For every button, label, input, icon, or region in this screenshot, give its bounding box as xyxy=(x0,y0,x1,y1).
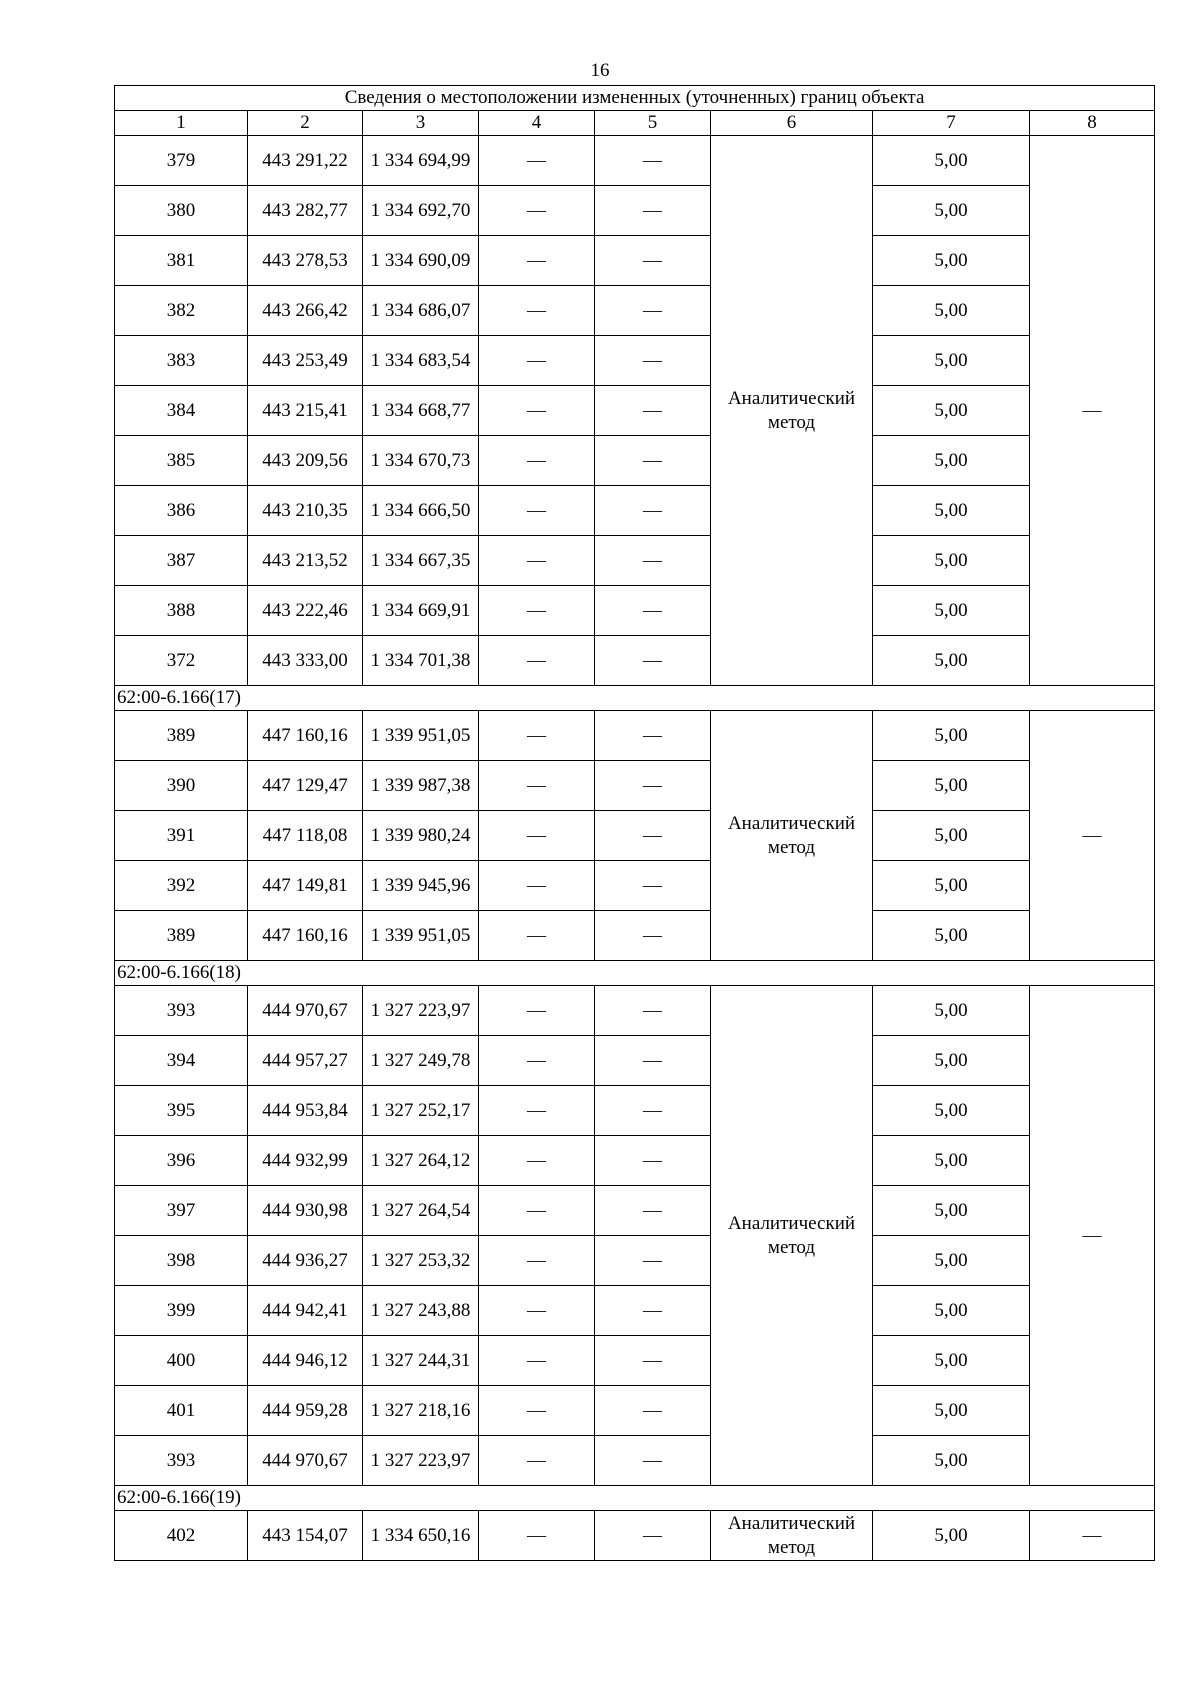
point-number-cell: 380 xyxy=(115,186,248,236)
column-5-cell: — xyxy=(595,436,711,486)
table-row xyxy=(115,1336,1155,1386)
coordinate-x-cell: 443 209,56 xyxy=(248,436,363,486)
accuracy-cell: 5,00 xyxy=(873,861,1030,911)
column-4-cell: — xyxy=(479,911,595,961)
column-5-cell: — xyxy=(595,1186,711,1236)
section-label: 62:00-6.166(17) xyxy=(115,686,1155,711)
column-5-cell: — xyxy=(595,1386,711,1436)
point-number-cell: 379 xyxy=(115,136,248,186)
column-4-cell: — xyxy=(479,1386,595,1436)
section-label: 62:00-6.166(19) xyxy=(115,1486,1155,1511)
method-cell: Аналитический метод xyxy=(711,986,873,1486)
column-5-cell: — xyxy=(595,336,711,386)
column-5-cell: — xyxy=(595,236,711,286)
point-number-cell: 384 xyxy=(115,386,248,436)
column-header: 2 xyxy=(248,111,363,136)
column-5-cell: — xyxy=(595,1036,711,1086)
coordinate-y-cell: 1 334 666,50 xyxy=(363,486,479,536)
point-number-cell: 387 xyxy=(115,536,248,586)
point-number-cell: 389 xyxy=(115,911,248,961)
point-number-cell: 401 xyxy=(115,1386,248,1436)
coordinate-y-cell: 1 334 686,07 xyxy=(363,286,479,336)
table-row xyxy=(115,586,1155,636)
column-4-cell: — xyxy=(479,986,595,1036)
coordinate-y-cell: 1 339 951,05 xyxy=(363,911,479,961)
coordinate-x-cell: 443 253,49 xyxy=(248,336,363,386)
coordinate-x-cell: 443 333,00 xyxy=(248,636,363,686)
coordinate-x-cell: 444 959,28 xyxy=(248,1386,363,1436)
column-4-cell: — xyxy=(479,1336,595,1386)
column-5-cell: — xyxy=(595,386,711,436)
column-4-cell: — xyxy=(479,386,595,436)
accuracy-cell: 5,00 xyxy=(873,636,1030,686)
point-number-cell: 390 xyxy=(115,761,248,811)
column-5-cell: — xyxy=(595,586,711,636)
column-header: 5 xyxy=(595,111,711,136)
column-5-cell: — xyxy=(595,861,711,911)
page-number: 16 xyxy=(590,60,610,81)
accuracy-cell: 5,00 xyxy=(873,1086,1030,1136)
column-4-cell: — xyxy=(479,486,595,536)
coordinate-y-cell: 1 327 252,17 xyxy=(363,1086,479,1136)
coordinate-x-cell: 443 222,46 xyxy=(248,586,363,636)
column-4-cell: — xyxy=(479,586,595,636)
coordinate-x-cell: 443 215,41 xyxy=(248,386,363,436)
coordinate-x-cell: 447 149,81 xyxy=(248,861,363,911)
coordinate-y-cell: 1 327 253,32 xyxy=(363,1236,479,1286)
table-row xyxy=(115,1136,1155,1186)
point-number-cell: 400 xyxy=(115,1336,248,1386)
boundary-coordinates-table xyxy=(114,85,1155,1561)
coordinate-x-cell: 443 210,35 xyxy=(248,486,363,536)
coordinate-x-cell: 443 266,42 xyxy=(248,286,363,336)
table-row xyxy=(115,1236,1155,1286)
section-label: 62:00-6.166(18) xyxy=(115,961,1155,986)
column-4-cell: — xyxy=(479,136,595,186)
column-4-cell: — xyxy=(479,636,595,686)
coordinate-y-cell: 1 339 987,38 xyxy=(363,761,479,811)
column-header: 8 xyxy=(1030,111,1155,136)
table-title: Сведения о местоположении измененных (уточненных) границ объекта xyxy=(115,86,1155,111)
column-4-cell: — xyxy=(479,761,595,811)
point-number-cell: 399 xyxy=(115,1286,248,1336)
table-body xyxy=(115,86,1155,1561)
table-row xyxy=(115,1286,1155,1336)
table-row xyxy=(115,811,1155,861)
table-row xyxy=(115,1436,1155,1486)
table-row xyxy=(115,386,1155,436)
column-header: 1 xyxy=(115,111,248,136)
table-row xyxy=(115,486,1155,536)
column-header: 6 xyxy=(711,111,873,136)
column-5-cell: — xyxy=(595,811,711,861)
table-row xyxy=(115,861,1155,911)
section-row xyxy=(115,961,1155,986)
column-4-cell: — xyxy=(479,1511,595,1561)
coordinate-x-cell: 447 129,47 xyxy=(248,761,363,811)
coordinate-y-cell: 1 334 667,35 xyxy=(363,536,479,586)
column-8-cell: — xyxy=(1030,1511,1155,1561)
column-4-cell: — xyxy=(479,1286,595,1336)
table-row xyxy=(115,911,1155,961)
column-4-cell: — xyxy=(479,1136,595,1186)
column-8-cell: — xyxy=(1030,136,1155,686)
table-title-row xyxy=(115,86,1155,111)
method-cell: Аналитический метод xyxy=(711,711,873,961)
point-number-cell: 397 xyxy=(115,1186,248,1236)
accuracy-cell: 5,00 xyxy=(873,911,1030,961)
coordinate-y-cell: 1 339 945,96 xyxy=(363,861,479,911)
column-5-cell: — xyxy=(595,711,711,761)
accuracy-cell: 5,00 xyxy=(873,536,1030,586)
point-number-cell: 385 xyxy=(115,436,248,486)
coordinate-x-cell: 443 154,07 xyxy=(248,1511,363,1561)
accuracy-cell: 5,00 xyxy=(873,1436,1030,1486)
section-row xyxy=(115,686,1155,711)
table-row xyxy=(115,761,1155,811)
column-5-cell: — xyxy=(595,1436,711,1486)
column-5-cell: — xyxy=(595,1136,711,1186)
column-header: 3 xyxy=(363,111,479,136)
accuracy-cell: 5,00 xyxy=(873,436,1030,486)
accuracy-cell: 5,00 xyxy=(873,286,1030,336)
column-5-cell: — xyxy=(595,636,711,686)
point-number-cell: 383 xyxy=(115,336,248,386)
coordinate-x-cell: 447 118,08 xyxy=(248,811,363,861)
column-5-cell: — xyxy=(595,136,711,186)
coordinate-y-cell: 1 327 223,97 xyxy=(363,986,479,1036)
method-cell: Аналитический метод xyxy=(711,136,873,686)
coordinate-y-cell: 1 334 668,77 xyxy=(363,386,479,436)
table-row xyxy=(115,1511,1155,1561)
coordinate-y-cell: 1 327 243,88 xyxy=(363,1286,479,1336)
accuracy-cell: 5,00 xyxy=(873,1511,1030,1561)
coordinate-y-cell: 1 327 264,12 xyxy=(363,1136,479,1186)
coordinate-y-cell: 1 334 669,91 xyxy=(363,586,479,636)
accuracy-cell: 5,00 xyxy=(873,1186,1030,1236)
coordinate-y-cell: 1 334 690,09 xyxy=(363,236,479,286)
coordinate-y-cell: 1 339 951,05 xyxy=(363,711,479,761)
column-4-cell: — xyxy=(479,336,595,386)
column-header-row xyxy=(115,111,1155,136)
column-5-cell: — xyxy=(595,1086,711,1136)
point-number-cell: 395 xyxy=(115,1086,248,1136)
column-5-cell: — xyxy=(595,536,711,586)
accuracy-cell: 5,00 xyxy=(873,186,1030,236)
point-number-cell: 398 xyxy=(115,1236,248,1286)
method-cell: Аналитический метод xyxy=(711,1511,873,1561)
point-number-cell: 381 xyxy=(115,236,248,286)
column-header: 7 xyxy=(873,111,1030,136)
coordinate-x-cell: 444 946,12 xyxy=(248,1336,363,1386)
column-4-cell: — xyxy=(479,1186,595,1236)
coordinate-y-cell: 1 334 694,99 xyxy=(363,136,479,186)
point-number-cell: 402 xyxy=(115,1511,248,1561)
table-row xyxy=(115,536,1155,586)
accuracy-cell: 5,00 xyxy=(873,711,1030,761)
accuracy-cell: 5,00 xyxy=(873,136,1030,186)
accuracy-cell: 5,00 xyxy=(873,1336,1030,1386)
accuracy-cell: 5,00 xyxy=(873,336,1030,386)
accuracy-cell: 5,00 xyxy=(873,1286,1030,1336)
coordinate-y-cell: 1 327 249,78 xyxy=(363,1036,479,1086)
column-4-cell: — xyxy=(479,436,595,486)
coordinate-y-cell: 1 327 244,31 xyxy=(363,1336,479,1386)
coordinate-y-cell: 1 334 670,73 xyxy=(363,436,479,486)
point-number-cell: 391 xyxy=(115,811,248,861)
coordinate-y-cell: 1 334 701,38 xyxy=(363,636,479,686)
column-4-cell: — xyxy=(479,811,595,861)
point-number-cell: 382 xyxy=(115,286,248,336)
table-row xyxy=(115,136,1155,186)
coordinate-x-cell: 443 213,52 xyxy=(248,536,363,586)
coordinate-x-cell: 443 282,77 xyxy=(248,186,363,236)
coordinate-x-cell: 447 160,16 xyxy=(248,911,363,961)
column-5-cell: — xyxy=(595,1511,711,1561)
column-5-cell: — xyxy=(595,486,711,536)
column-4-cell: — xyxy=(479,1086,595,1136)
point-number-cell: 396 xyxy=(115,1136,248,1186)
accuracy-cell: 5,00 xyxy=(873,1236,1030,1286)
point-number-cell: 372 xyxy=(115,636,248,686)
table-row xyxy=(115,336,1155,386)
column-4-cell: — xyxy=(479,536,595,586)
column-4-cell: — xyxy=(479,1436,595,1486)
coordinate-y-cell: 1 327 218,16 xyxy=(363,1386,479,1436)
table-row xyxy=(115,1086,1155,1136)
accuracy-cell: 5,00 xyxy=(873,586,1030,636)
coordinate-y-cell: 1 327 223,97 xyxy=(363,1436,479,1486)
coordinate-x-cell: 443 291,22 xyxy=(248,136,363,186)
column-4-cell: — xyxy=(479,861,595,911)
accuracy-cell: 5,00 xyxy=(873,1386,1030,1436)
column-5-cell: — xyxy=(595,1286,711,1336)
table-row xyxy=(115,1186,1155,1236)
coordinate-x-cell: 444 932,99 xyxy=(248,1136,363,1186)
coordinate-y-cell: 1 334 683,54 xyxy=(363,336,479,386)
column-4-cell: — xyxy=(479,286,595,336)
column-8-cell: — xyxy=(1030,711,1155,961)
column-5-cell: — xyxy=(595,761,711,811)
accuracy-cell: 5,00 xyxy=(873,1036,1030,1086)
point-number-cell: 392 xyxy=(115,861,248,911)
accuracy-cell: 5,00 xyxy=(873,986,1030,1036)
accuracy-cell: 5,00 xyxy=(873,761,1030,811)
coordinate-x-cell: 444 942,41 xyxy=(248,1286,363,1336)
column-4-cell: — xyxy=(479,186,595,236)
coordinate-x-cell: 443 278,53 xyxy=(248,236,363,286)
point-number-cell: 393 xyxy=(115,1436,248,1486)
coordinate-y-cell: 1 334 692,70 xyxy=(363,186,479,236)
column-header: 4 xyxy=(479,111,595,136)
coordinate-y-cell: 1 334 650,16 xyxy=(363,1511,479,1561)
table-row xyxy=(115,711,1155,761)
point-number-cell: 394 xyxy=(115,1036,248,1086)
point-number-cell: 388 xyxy=(115,586,248,636)
column-5-cell: — xyxy=(595,286,711,336)
coordinate-x-cell: 444 970,67 xyxy=(248,986,363,1036)
accuracy-cell: 5,00 xyxy=(873,486,1030,536)
coordinate-y-cell: 1 339 980,24 xyxy=(363,811,479,861)
point-number-cell: 389 xyxy=(115,711,248,761)
column-4-cell: — xyxy=(479,711,595,761)
accuracy-cell: 5,00 xyxy=(873,1136,1030,1186)
table-row xyxy=(115,986,1155,1036)
coordinate-x-cell: 444 970,67 xyxy=(248,1436,363,1486)
column-8-cell: — xyxy=(1030,986,1155,1486)
table-row xyxy=(115,1386,1155,1436)
table-row xyxy=(115,286,1155,336)
coordinate-x-cell: 444 953,84 xyxy=(248,1086,363,1136)
coordinate-x-cell: 444 930,98 xyxy=(248,1186,363,1236)
accuracy-cell: 5,00 xyxy=(873,386,1030,436)
table-row xyxy=(115,186,1155,236)
column-5-cell: — xyxy=(595,911,711,961)
point-number-cell: 393 xyxy=(115,986,248,1036)
column-5-cell: — xyxy=(595,1336,711,1386)
coordinate-x-cell: 444 957,27 xyxy=(248,1036,363,1086)
accuracy-cell: 5,00 xyxy=(873,236,1030,286)
table-row xyxy=(115,1036,1155,1086)
column-4-cell: — xyxy=(479,1236,595,1286)
column-5-cell: — xyxy=(595,1236,711,1286)
coordinate-x-cell: 447 160,16 xyxy=(248,711,363,761)
coordinate-y-cell: 1 327 264,54 xyxy=(363,1186,479,1236)
column-4-cell: — xyxy=(479,236,595,286)
column-5-cell: — xyxy=(595,186,711,236)
table-row xyxy=(115,636,1155,686)
column-5-cell: — xyxy=(595,986,711,1036)
coordinate-x-cell: 444 936,27 xyxy=(248,1236,363,1286)
accuracy-cell: 5,00 xyxy=(873,811,1030,861)
section-row xyxy=(115,1486,1155,1511)
table-row xyxy=(115,436,1155,486)
point-number-cell: 386 xyxy=(115,486,248,536)
table-row xyxy=(115,236,1155,286)
column-4-cell: — xyxy=(479,1036,595,1086)
